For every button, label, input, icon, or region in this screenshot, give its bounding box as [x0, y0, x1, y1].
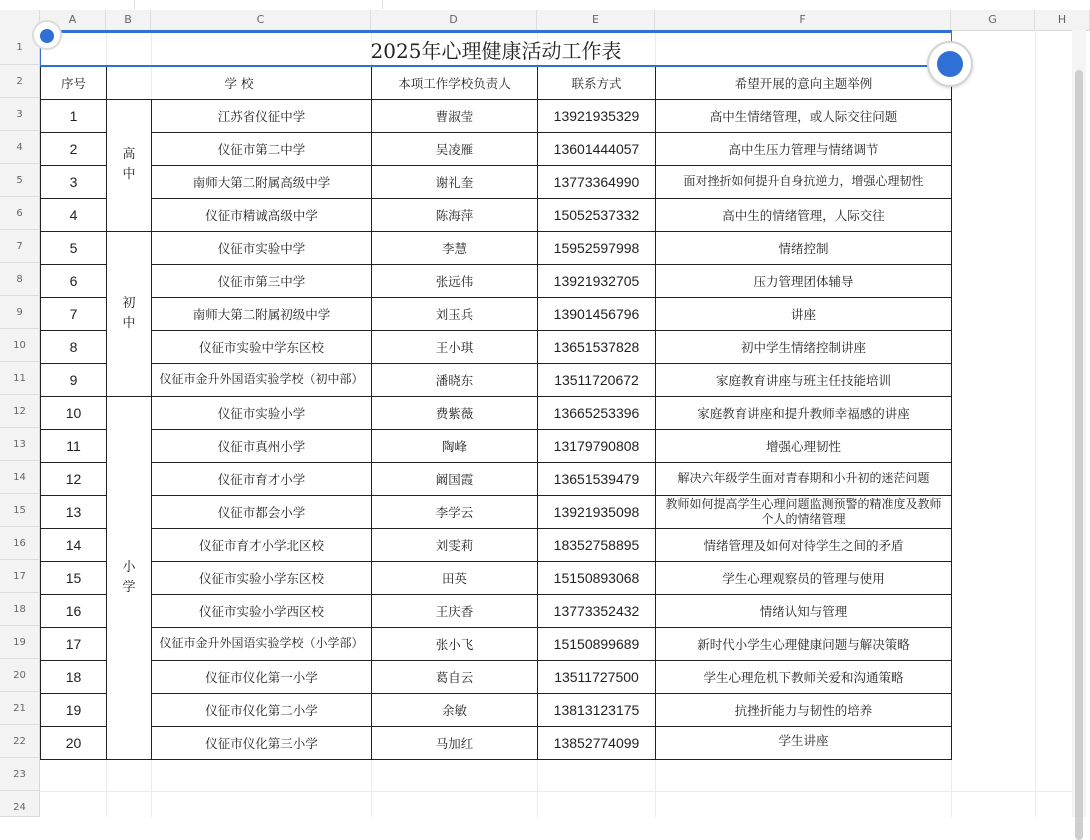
cell-school[interactable]: 南师大第二附属高级中学 [152, 165, 372, 198]
cell-phone[interactable]: 15952597998 [538, 231, 656, 264]
row-header-21[interactable]: 21 [0, 692, 40, 725]
cell-school[interactable]: 仪征市育才小学 [152, 462, 372, 495]
cell-phone[interactable]: 13773364990 [538, 165, 656, 198]
row-header-9[interactable]: 9 [0, 296, 40, 329]
row-header-1[interactable]: 1 [0, 30, 40, 65]
cell-person[interactable]: 王小琪 [372, 330, 538, 363]
header-no[interactable]: 序号 [41, 66, 107, 99]
cell-school[interactable]: 仪征市金升外国语实验学校（小学部） [152, 627, 372, 660]
table-row [41, 660, 952, 693]
cell-theme[interactable]: 讲座 [656, 297, 952, 330]
cell-no[interactable]: 4 [41, 198, 107, 231]
cell-theme[interactable]: 高中生压力管理与情绪调节 [656, 132, 952, 165]
header-contact[interactable]: 联系方式 [538, 66, 656, 99]
table-row [41, 363, 952, 396]
cell-school[interactable]: 南师大第二附属初级中学 [152, 297, 372, 330]
cell-theme[interactable]: 情绪认知与管理 [656, 594, 952, 627]
row-header-13[interactable]: 13 [0, 428, 40, 461]
cell-person[interactable]: 潘晓东 [372, 363, 538, 396]
cell-school[interactable]: 仪征市真州小学 [152, 429, 372, 462]
cell-no[interactable]: 8 [41, 330, 107, 363]
row-header-4[interactable]: 4 [0, 131, 40, 164]
cell-no[interactable]: 14 [41, 528, 107, 561]
row-header-8[interactable]: 8 [0, 263, 40, 296]
column-header-b[interactable]: B [106, 10, 151, 30]
selection-handle-start[interactable] [32, 20, 62, 50]
cell-phone[interactable]: 13665253396 [538, 396, 656, 429]
cell-no[interactable]: 9 [41, 363, 107, 396]
row-header-19[interactable]: 19 [0, 626, 40, 659]
toolbar-segment [134, 0, 383, 9]
cell-school[interactable]: 仪征市实验小学东区校 [152, 561, 372, 594]
cell-no[interactable]: 19 [41, 693, 107, 726]
cell-phone[interactable]: 13773352432 [538, 594, 656, 627]
cell-theme[interactable]: 学生心理危机下教师关爱和沟通策略 [656, 660, 952, 693]
row-header-11[interactable]: 11 [0, 362, 40, 395]
table-row [41, 99, 952, 132]
row-header-22[interactable]: 22 [0, 725, 40, 758]
cell-phone[interactable]: 15150893068 [538, 561, 656, 594]
cell-theme[interactable]: 家庭教育讲座和提升教师幸福感的讲座 [656, 396, 952, 429]
cell-school[interactable]: 仪征市仪化第三小学 [152, 726, 372, 759]
group-middle-school[interactable]: 初 中 [107, 231, 152, 396]
cell-phone[interactable]: 13921932705 [538, 264, 656, 297]
cell-person[interactable]: 吴凌雁 [372, 132, 538, 165]
cell-person[interactable]: 田英 [372, 561, 538, 594]
cell-school[interactable]: 仪征市实验中学东区校 [152, 330, 372, 363]
column-header-d[interactable]: D [371, 10, 537, 30]
cell-school[interactable]: 仪征市金升外国语实验学校（初中部） [152, 363, 372, 396]
cell-no[interactable]: 18 [41, 660, 107, 693]
row-header-24[interactable]: 24 [0, 791, 40, 817]
column-header-g[interactable]: G [951, 10, 1035, 30]
cell-school[interactable]: 仪征市仪化第一小学 [152, 660, 372, 693]
scrollbar-thumb[interactable] [1075, 70, 1083, 840]
cell-school[interactable]: 仪征市仪化第二小学 [152, 693, 372, 726]
table-row [41, 726, 952, 759]
row-header-5[interactable]: 5 [0, 164, 40, 197]
row-header-16[interactable]: 16 [0, 527, 40, 560]
cell-phone[interactable]: 18352758895 [538, 528, 656, 561]
cell-phone[interactable]: 15052537332 [538, 198, 656, 231]
cell-theme[interactable]: 高中生情绪管理，或人际交往问题 [656, 99, 952, 132]
cell-no[interactable]: 16 [41, 594, 107, 627]
table-row [41, 198, 952, 231]
gridline [40, 791, 1080, 792]
cell-person[interactable]: 谢礼奎 [372, 165, 538, 198]
cell-theme[interactable]: 新时代小学生心理健康问题与解决策略 [656, 627, 952, 660]
cell-no[interactable]: 3 [41, 165, 107, 198]
cell-phone[interactable]: 13921935098 [538, 495, 656, 528]
cell-person[interactable]: 马加红 [372, 726, 538, 759]
cell-school[interactable]: 仪征市实验小学 [152, 396, 372, 429]
cell-school[interactable]: 仪征市实验小学西区校 [152, 594, 372, 627]
cell-person[interactable]: 刘雯莉 [372, 528, 538, 561]
row-header-15[interactable]: 15 [0, 494, 40, 527]
header-theme[interactable]: 希望开展的意向主题举例 [656, 66, 952, 99]
row-header-18[interactable]: 18 [0, 593, 40, 626]
row-header-3[interactable]: 3 [0, 98, 40, 131]
cell-school[interactable]: 仪征市都会小学 [152, 495, 372, 528]
row-header-10[interactable]: 10 [0, 329, 40, 362]
row-header-12[interactable]: 12 [0, 395, 40, 428]
selection-handle-end[interactable] [927, 41, 973, 87]
cell-no[interactable]: 1 [41, 99, 107, 132]
column-header-bar [0, 10, 1090, 31]
cell-theme[interactable]: 解决六年级学生面对青春期和小升初的迷茫问题 [656, 462, 952, 495]
cell-phone[interactable]: 13852774099 [538, 726, 656, 759]
cell-person[interactable]: 费紫薇 [372, 396, 538, 429]
row-header-23[interactable]: 23 [0, 758, 40, 791]
cell-no[interactable]: 2 [41, 132, 107, 165]
column-header-c[interactable]: C [151, 10, 371, 30]
cell-theme[interactable]: 情绪控制 [656, 231, 952, 264]
cell-person[interactable]: 曹淑莹 [372, 99, 538, 132]
cell-no[interactable]: 7 [41, 297, 107, 330]
cell-theme[interactable]: 学生讲座 [656, 726, 952, 759]
table-row [41, 495, 952, 528]
cell-theme[interactable]: 家庭教育讲座与班主任技能培训 [656, 363, 952, 396]
table-row [41, 231, 952, 264]
cell-person[interactable]: 刘玉兵 [372, 297, 538, 330]
table-row [41, 561, 952, 594]
cell-school[interactable]: 仪征市精诚高级中学 [152, 198, 372, 231]
cell-theme[interactable]: 增强心理韧性 [656, 429, 952, 462]
row-header-17[interactable]: 17 [0, 560, 40, 593]
group-primary-school[interactable]: 小 学 [107, 396, 152, 759]
row-header-6[interactable]: 6 [0, 197, 40, 230]
cell-phone[interactable]: 13601444057 [538, 132, 656, 165]
cell-no[interactable]: 15 [41, 561, 107, 594]
cell-school[interactable]: 仪征市第二中学 [152, 132, 372, 165]
cell-theme[interactable]: 抗挫折能力与韧性的培养 [656, 693, 952, 726]
cell-phone[interactable]: 13651539479 [538, 462, 656, 495]
cell-no[interactable]: 12 [41, 462, 107, 495]
table-row [41, 429, 952, 462]
cell-no[interactable]: 10 [41, 396, 107, 429]
cell-theme[interactable]: 学生心理观察员的管理与使用 [656, 561, 952, 594]
table-row [41, 330, 952, 363]
row-header-14[interactable]: 14 [0, 461, 40, 494]
column-header-h[interactable]: H [1035, 10, 1090, 30]
handle-dot-icon [40, 29, 54, 43]
cell-phone[interactable]: 13511727500 [538, 660, 656, 693]
table-row [41, 132, 952, 165]
sheet-title[interactable]: 2025年心理健康活动工作表 [41, 32, 952, 67]
row-header-2[interactable]: 2 [0, 65, 40, 98]
table-row [41, 297, 952, 330]
handle-dot-icon [937, 51, 963, 77]
cell-phone[interactable]: 13179790808 [538, 429, 656, 462]
cell-no[interactable]: 17 [41, 627, 107, 660]
table-row [41, 693, 952, 726]
cell-person[interactable]: 陶峰 [372, 429, 538, 462]
cell-phone[interactable]: 13901456796 [538, 297, 656, 330]
cell-person[interactable]: 陈海萍 [372, 198, 538, 231]
cell-school[interactable]: 仪征市第三中学 [152, 264, 372, 297]
table-row [41, 165, 952, 198]
cell-theme[interactable]: 面对挫折如何提升自身抗逆力，增强心理韧性 [656, 165, 952, 198]
column-header-f[interactable]: F [655, 10, 951, 30]
cell-person[interactable]: 李学云 [372, 495, 538, 528]
cell-person[interactable]: 王庆香 [372, 594, 538, 627]
activity-schedule-table [40, 30, 952, 760]
cell-theme[interactable]: 初中学生情绪控制讲座 [656, 330, 952, 363]
cell-person[interactable]: 张小飞 [372, 627, 538, 660]
cell-school[interactable]: 仪征市实验中学 [152, 231, 372, 264]
table-row [41, 627, 952, 660]
column-header-e[interactable]: E [537, 10, 655, 30]
cell-phone[interactable]: 15150899689 [538, 627, 656, 660]
cell-theme[interactable]: 压力管理团体辅导 [656, 264, 952, 297]
header-person[interactable]: 本项工作学校负责人 [372, 66, 538, 99]
vertical-scrollbar[interactable] [1072, 30, 1086, 817]
column-header-a[interactable]: A [40, 10, 106, 30]
cell-phone[interactable]: 13511720672 [538, 363, 656, 396]
row-header-20[interactable]: 20 [0, 659, 40, 692]
cell-no[interactable]: 11 [41, 429, 107, 462]
row-header-7[interactable]: 7 [0, 230, 40, 263]
table-row [41, 396, 952, 429]
table-row [41, 528, 952, 561]
cell-school[interactable]: 仪征市育才小学北区校 [152, 528, 372, 561]
toolbar-segment [0, 0, 135, 9]
cell-person[interactable]: 葛自云 [372, 660, 538, 693]
cell-no[interactable]: 13 [41, 495, 107, 528]
table-row [41, 264, 952, 297]
cell-no[interactable]: 5 [41, 231, 107, 264]
table-row [41, 594, 952, 627]
table-row [41, 462, 952, 495]
group-high-school[interactable]: 高 中 [107, 99, 152, 231]
cell-phone[interactable]: 13921935329 [538, 99, 656, 132]
cell-person[interactable]: 李慧 [372, 231, 538, 264]
gridline [1035, 30, 1036, 817]
cell-person[interactable]: 余敏 [372, 693, 538, 726]
cell-person[interactable]: 阚国霞 [372, 462, 538, 495]
cell-no[interactable]: 20 [41, 726, 107, 759]
cell-phone[interactable]: 13813123175 [538, 693, 656, 726]
cell-theme[interactable]: 情绪管理及如何对待学生之间的矛盾 [656, 528, 952, 561]
header-school[interactable]: 学 校 [107, 66, 372, 99]
cell-theme[interactable]: 教师如何提高学生心理问题监测预警的精准度及教师个人的情绪管理 [656, 495, 952, 528]
cell-school[interactable]: 江苏省仪征中学 [152, 99, 372, 132]
cell-person[interactable]: 张远伟 [372, 264, 538, 297]
cell-phone[interactable]: 13651537828 [538, 330, 656, 363]
cell-no[interactable]: 6 [41, 264, 107, 297]
cell-theme[interactable]: 高中生的情绪管理，人际交往 [656, 198, 952, 231]
